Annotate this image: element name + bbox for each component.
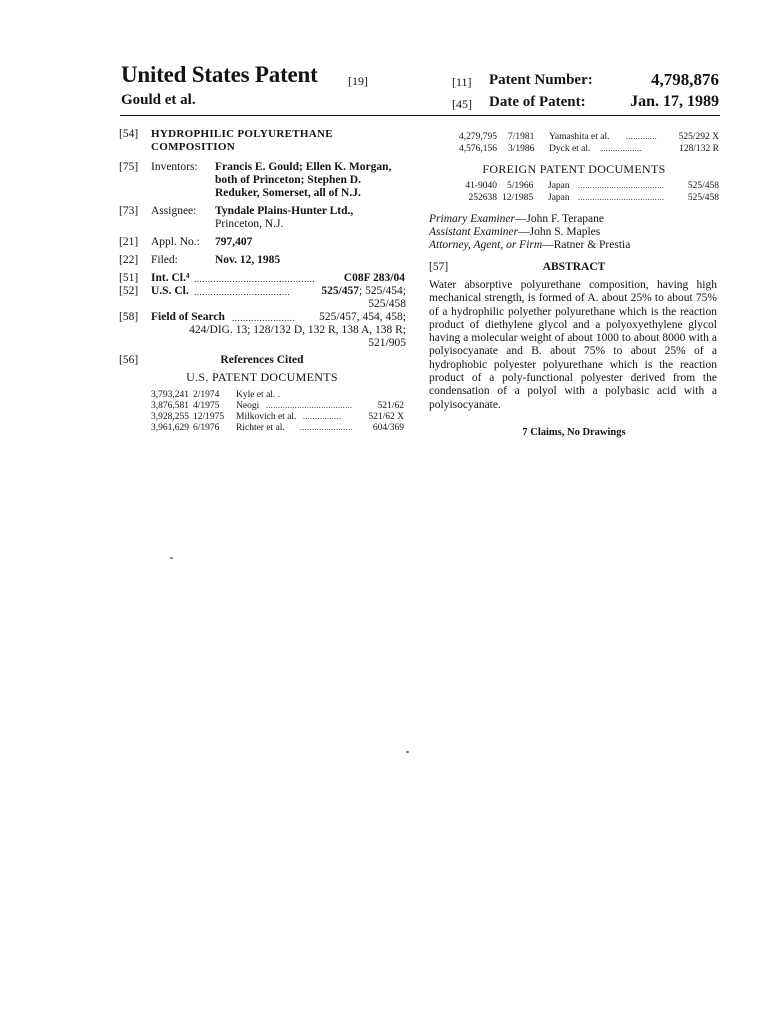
attorney-label: Attorney, Agent, or Firm (429, 239, 543, 251)
ref-name: Dyck et al. (549, 144, 591, 154)
ref-date: 7/1981 (508, 132, 535, 142)
appl-code: [21] (119, 236, 139, 248)
ref-leader: .................................... (578, 181, 665, 190)
ref-class: 128/132 R (679, 144, 719, 154)
ref-name: Richter et al. (236, 423, 285, 433)
ref-leader: .................................... (266, 401, 353, 410)
inventors-line-3: Reduker, Somerset, all of N.J. (215, 187, 361, 199)
ref-number: 4,576,156 (459, 144, 497, 154)
scan-speck (170, 557, 173, 559)
assignee-line-2: Princeton, N.J. (215, 218, 284, 230)
filed-code: [22] (119, 254, 139, 266)
number-label: Patent Number: (489, 72, 593, 88)
ref-name: Japan (548, 181, 570, 191)
ref-class: 521/62 (377, 401, 404, 411)
ref-class: 525/458 (687, 193, 719, 203)
uscl-secondary: ; 525/454; (359, 285, 406, 297)
ref-leader: ...................... (300, 423, 353, 432)
abstract-title: ABSTRACT (542, 261, 606, 273)
uscl-line-2: 525/458 (368, 298, 406, 310)
ref-leader: ............. (626, 132, 658, 141)
intcl-code: [51] (119, 272, 139, 284)
title-code: [19] (348, 74, 368, 88)
patent-number: 4,798,876 (651, 70, 719, 89)
ref-leader: .................................... (578, 193, 665, 202)
primary-examiner (429, 213, 604, 227)
invention-title-line-1: HYDROPHILIC POLYURETHANE (151, 128, 333, 140)
ref-leader: ................. (601, 144, 642, 153)
assignee-line-1: Tyndale Plains-Hunter Ltd., (215, 205, 354, 217)
uscl-values (308, 285, 406, 299)
patent-date: Jan. 17, 1989 (630, 93, 719, 110)
ref-name: Kyle et al. . (236, 390, 281, 400)
intcl-label: Int. Cl.⁴ (151, 272, 190, 284)
field-label: Field of Search (151, 311, 225, 323)
field-line-1: 525/457, 454, 458; (319, 311, 406, 323)
ref-number: 3,876,581 (151, 401, 189, 411)
ref-date: 4/1975 (193, 401, 220, 411)
inventors-line-2: both of Princeton; Stephen D. (215, 174, 361, 186)
abstract-text: Water absorptive polyurethane composition, having high mechanical strength, is formed of A. about 25% to about 75% of a hydrophilic polyether polyurethane which is the reaction product of diethylene glycol and a polyoxyethylene glycol having a molecular weight of about 1000 to about 8000 with a polyisocyanate and B. about 75% to about 25% of a hydrophobic polyester polyurethane which is the reaction product of a poly-functional polyester derived from the condensation of a polyol with a polybasic acid with a polyisocyanate. (429, 279, 717, 411)
ref-number: 3,793,241 (151, 390, 189, 400)
assignee-code: [73] (119, 205, 139, 217)
abstract-code: [57] (429, 261, 449, 273)
uscl-code: [52] (119, 285, 139, 297)
refs-title: References Cited (220, 354, 304, 366)
intcl-value: C08F 283/04 (343, 272, 405, 284)
intcl-leader: ............................................ (194, 274, 315, 284)
filed-date: Nov. 12, 1985 (215, 254, 281, 266)
assistant-examiner-label: Assistant Examiner (429, 226, 519, 238)
ref-name: Japan (548, 193, 570, 203)
ref-date: 3/1986 (508, 144, 535, 154)
ref-number: 3,961,629 (151, 423, 189, 433)
attorney (429, 239, 630, 253)
appl-label: Appl. No.: (151, 236, 200, 248)
assistant-examiner-name: —John S. Maples (518, 226, 601, 238)
ref-date: 2/1974 (193, 390, 220, 400)
refs-code: [56] (119, 354, 139, 366)
ref-name: Neogi (236, 401, 260, 411)
primary-examiner-label: Primary Examiner (429, 213, 515, 225)
ref-number: 4,279,795 (459, 132, 497, 142)
number-code: [11] (452, 75, 472, 89)
ref-class: 525/458 (687, 181, 719, 191)
ref-number: 41-9040 (465, 181, 497, 191)
ref-class: 604/369 (372, 423, 404, 433)
patent-title: United States Patent (121, 62, 318, 87)
field-line-3: 521/905 (368, 337, 406, 349)
primary-examiner-name: —John F. Terapane (514, 213, 605, 225)
ref-date: 5/1966 (507, 181, 534, 191)
foreign-docs-title: FOREIGN PATENT DOCUMENTS (482, 162, 666, 176)
attorney-name: —Ratner & Prestia (542, 239, 631, 251)
ref-number: 3,928,255 (151, 412, 189, 422)
header-rule (120, 115, 720, 116)
uscl-primary: 525/457 (321, 285, 360, 297)
appl-number: 797,407 (215, 236, 253, 248)
title-field-code: [54] (119, 128, 139, 140)
filed-label: Filed: (151, 254, 178, 266)
patent-authors: Gould et al. (121, 92, 196, 108)
ref-class: 521/62 X (368, 412, 404, 422)
field-leader: ....................... (232, 313, 296, 323)
ref-date: 12/1975 (193, 412, 225, 422)
invention-title-line-2: COMPOSITION (151, 141, 235, 153)
inventors-code: [75] (119, 161, 139, 173)
inventors-label: Inventors: (151, 161, 198, 173)
ref-name: Yamashita et al. (549, 132, 610, 142)
uscl-leader: ................................... (194, 287, 291, 297)
date-code: [45] (452, 97, 472, 111)
date-label: Date of Patent: (489, 94, 586, 110)
claims-summary: 7 Claims, No Drawings (522, 427, 626, 438)
ref-number: 252638 (468, 193, 497, 203)
us-patent-docs-title: U.S. PATENT DOCUMENTS (186, 370, 338, 384)
field-line-2: 424/DIG. 13; 128/132 D, 132 R, 138 A, 138 R; (189, 324, 406, 336)
ref-leader: ................ (303, 412, 342, 421)
assistant-examiner (429, 226, 600, 240)
uscl-label: U.S. Cl. (151, 285, 189, 297)
ref-date: 12/1985 (502, 193, 534, 203)
assignee-label: Assignee: (151, 205, 197, 217)
ref-class: 525/292 X (678, 132, 719, 142)
field-code: [58] (119, 311, 139, 323)
scan-speck (406, 751, 409, 753)
inventors-line-1: Francis E. Gould; Ellen K. Morgan, (215, 161, 392, 173)
ref-name: Milkovich et al. (236, 412, 297, 422)
ref-date: 6/1976 (193, 423, 220, 433)
